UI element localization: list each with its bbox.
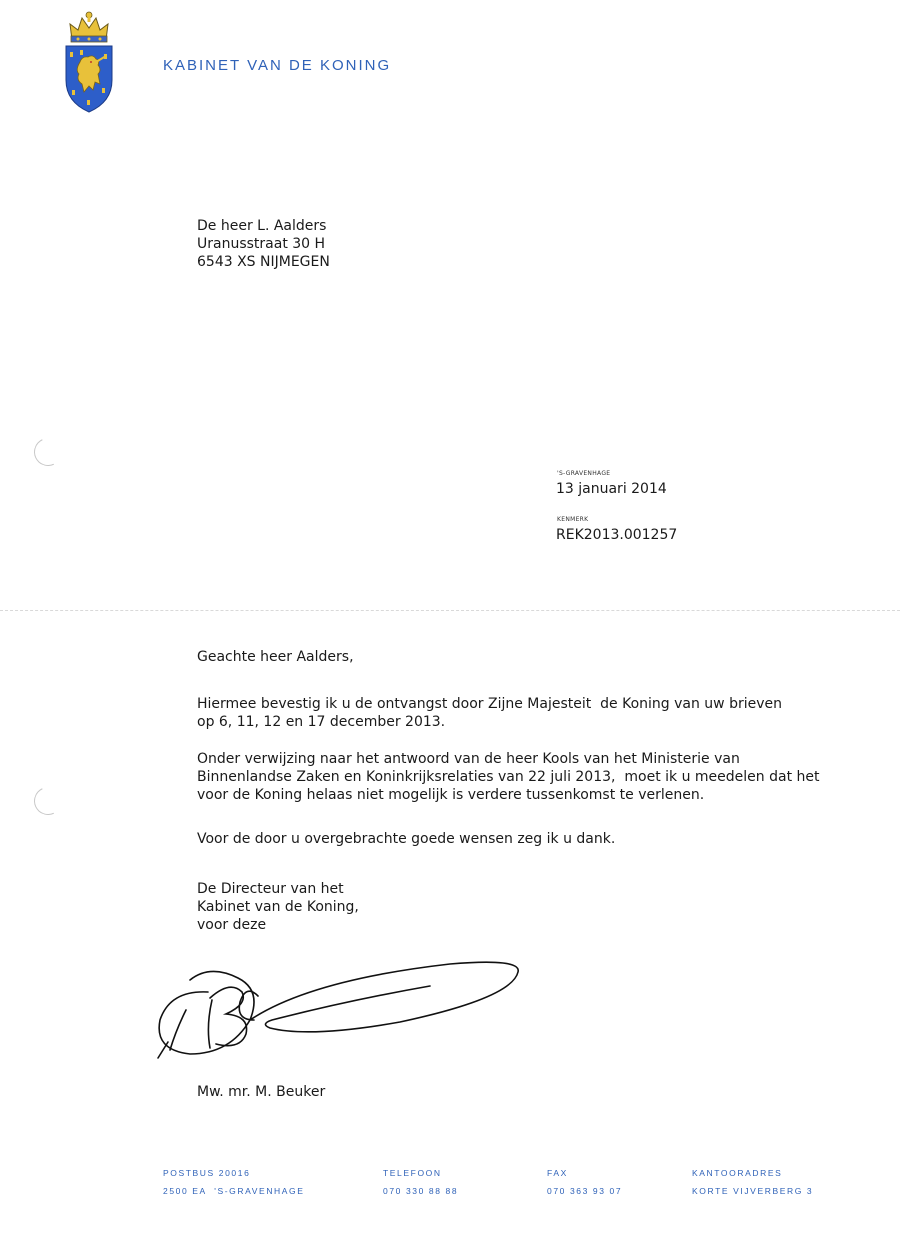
recipient-address (197, 217, 330, 271)
salutation: Geachte heer Aalders, (197, 649, 354, 665)
handwritten-signature (150, 950, 530, 1068)
royal-coat-of-arms-icon (60, 10, 118, 114)
hole-punch-mark (30, 783, 66, 819)
footer-fax-value: 070 363 93 07 (547, 1186, 623, 1196)
footer-postbus: POSTBUS 20016 (163, 1168, 251, 1178)
shield-icon (66, 46, 112, 112)
fold-line (0, 610, 900, 611)
footer-telephone (383, 1164, 458, 1200)
closing-line: Kabinet van de Koning, (197, 899, 359, 915)
body-paragraph-2 (197, 750, 820, 804)
recipient-city: 6543 XS NIJMEGEN (197, 254, 330, 270)
closing-block (197, 880, 817, 934)
recipient-name: De heer L. Aalders (197, 218, 327, 234)
signatory-name: Mw. mr. M. Beuker (197, 1084, 326, 1100)
place-label: 'S-GRAVENHAGE (557, 470, 611, 477)
footer-office-label: KANTOORADRES (692, 1168, 783, 1178)
body-paragraph-3: Voor de door u overgebrachte goede wensen zeg ik u dank. (197, 831, 616, 847)
closing-line: voor deze (197, 917, 267, 933)
footer-telephone-label: TELEFOON (383, 1168, 442, 1178)
body-line: op 6, 11, 12 en 17 december 2013. (197, 714, 446, 730)
body-line: Binnenlandse Zaken en Koninkrijksrelaties van 22 juli 2013, moet ik u meedelen dat het (197, 769, 820, 785)
footer-telephone-value: 070 330 88 88 (383, 1186, 459, 1196)
body-line: voor de Koning helaas niet mogelijk is verdere tussenkomst te verlenen. (197, 787, 705, 803)
reference-number: REK2013.001257 (556, 527, 678, 543)
footer-office-address (692, 1164, 813, 1200)
footer-office-value: KORTE VIJVERBERG 3 (692, 1186, 814, 1196)
body-paragraph-1 (197, 695, 817, 731)
letter-date: 13 januari 2014 (556, 481, 667, 497)
closing-line: De Directeur van het (197, 881, 344, 897)
crown-icon (70, 12, 108, 42)
body-line: Hiermee bevestig ik u de ontvangst door Zijne Majesteit de Koning van uw brieven (197, 696, 782, 712)
footer-postal-address (163, 1164, 305, 1200)
footer-fax-label: FAX (547, 1168, 568, 1178)
footer-fax (547, 1164, 622, 1200)
recipient-street: Uranusstraat 30 H (197, 236, 326, 252)
body-line: Onder verwijzing naar het antwoord van de heer Kools van het Ministerie van (197, 751, 740, 767)
footer-postal-city: 2500 EA 'S-GRAVENHAGE (163, 1186, 305, 1196)
hole-punch-mark (30, 434, 66, 470)
reference-label: KENMERK (557, 516, 589, 523)
organization-name: KABINET VAN DE KONING (163, 57, 392, 74)
